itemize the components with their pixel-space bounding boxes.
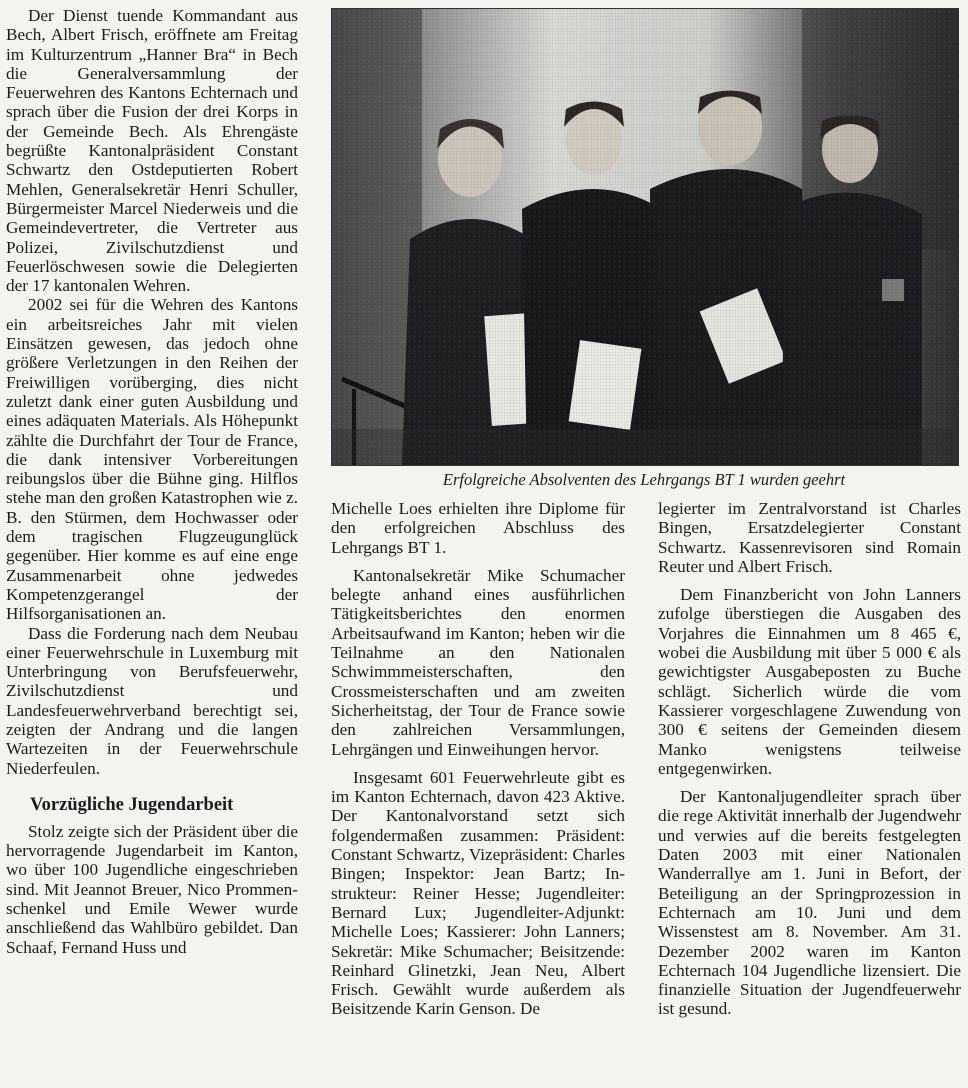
paragraph: Dass die Forderung nach dem Neubau einer Feuerwehrschule in Luxemburg mit Unterbringung von Berufsfeuerwehr, Zivilschutzdienst und Landesfeuerwehrverband berechtigt sei, zeigten der Andrang und die langen Wartezeiten in der Feuerwehrschule Niederfeulen. xyxy=(6,623,298,778)
paragraph: Insgesamt 601 Feuerwehrleute gibt es im Kanton Echternach, davon 423 Aktive. Der Kantonalvorstand setzt sich folgendermaßen zusammen: Präsident: Constant Schwartz, Vizepräsident: Charles Bingen; Inspektor: Jean Bartz; Instrukteur: Reiner Hesse; Jugendleiter: Bernard Lux; Jugendleiter-Adjunkt: Michelle Loes; Kassierer: John Lanners; Sekretär: Mike Schumacher; Beisitzende: Reinhard Glinetzki, Jean Neu, Albert Frisch. Gewählt wurde außerdem als Beisitzende Karin Genson. De xyxy=(331,767,625,1019)
article-column-2 xyxy=(331,499,625,1019)
paragraph: Der Dienst tuende Kommandant aus Bech, Albert Frisch, eröffnete am Freitag im Kulturzentrum „Hanner Bra“ in Bech die Generalversammlung der Feuerwehren des Kantons Echternach und sprach über die Fusion der drei Korps in der Gemeinde Bech. Als Ehrengäste begrüßte Kantonalpräsident Constant Schwartz den Ostdeputierten Robert Mehlen, Generalsekretär Henri Schuller, Bürgermeister Marcel Niederweis und die Gemeindevertreter, die Vertreter aus Polizei, Zivilschutzdienst und Feuerlöschwesen sowie die Delegierten der 17 kantonalen Wehren. xyxy=(6,6,298,296)
paragraph: 2002 sei für die Wehren des Kantons ein arbeitsreiches Jahr mit vielen Einsätzen gewesen, das jedoch ohne größere Verletzungen in den Reihen der Freiwilligen vorüberging, dies nicht zuletzt dank einer guten Ausbildung und eines adäquaten Materials. Als Höhepunkt zählte die Durchfahrt der Tour de France, die dank intensiver Vorbereitungen reibungslos über die Bühne ging. Hilflos stehe man den großen Katastrophen wie z. B. den Stürmen, dem Hochwasser oder dem tragischen Flugzeugunglück gegenüber. Hier komme es auf eine enge Zusammenarbeit ohne jedwedes Kompetenzgerangel der Hilfsorganisationen an. xyxy=(6,295,298,624)
paragraph: legierter im Zentralvorstand ist Charles Bingen, Ersatzdelegierter Constant Schwartz. Kassenrevisoren sind Romain Reuter und Albert Frisch. xyxy=(658,499,961,576)
paragraph: Kantonalsekretär Mike Schumacher belegte anhand eines ausführlichen Tätigkeitsberichtes den enormen Arbeitsaufwand im Kanton; heben wir die Teilnahme an den Nationalen Schwimmmeisterschaften, den Crossmeisterschaften und am zweiten Sicherheitstag, der Tour de France sowie den zahlreichen Versammlungen, Lehrgängen und Einweihungen hervor. xyxy=(331,565,625,759)
photo-image xyxy=(332,9,958,465)
subheading: Vorzügliche Jugendarbeit xyxy=(30,794,234,815)
article-column-1 xyxy=(6,6,298,957)
paragraph: Der Kantonaljugendleiter sprach über die rege Aktivität innerhalb der Jugendwehr und verwies auf die bereits festgelegten Daten 2003 mit einer Nationalen Wanderrallye am 1. Juni in Befort, der Beteiligung an der Springprozession in Echternach am 10. Juni und dem Wissenstest am 8. November. Am 31. Dezember 2002 waren im Kanton Echternach 104 Jugendliche lizensiert. Die finanzielle Situation der Jugendfeuerwehr ist gesund. xyxy=(658,787,961,1019)
photo-caption: Erfolgreiche Absolventen des Lehrgangs BT 1 wurden geehrt xyxy=(442,470,846,489)
paragraph: Stolz zeigte sich der Präsident über die hervorragende Jugendarbeit im Kanton, wo über 100 Jugendliche eingeschrieben sind. Mit Jeannot Breuer, Nico Prommenschenkel und Emile Wewer wurde anschließend das Wahlbüro gebildet. Dan Schaaf, Fernand Huss und xyxy=(6,821,298,957)
article-column-3 xyxy=(658,499,961,1019)
news-photo xyxy=(331,8,959,466)
paragraph: Dem Finanzbericht von John Lanners zufolge überstiegen die Ausgaben des Vorjahres die Einnahmen um 8 465 €, wobei die Ausbildung mit über 5 000 € als gewichtigster Ausgabeposten zu Buche schlägt. Sicherlich würde die vom Kassierer vorgeschlagene Zuwendung von 300 € seitens der Gemeinden diesem Manko wenigstens teilweise entgegenwirken. xyxy=(658,585,961,778)
paragraph: Michelle Loes erhielten ihre Diplome für den erfolgreichen Abschluss des Lehrgangs BT 1. xyxy=(331,499,625,557)
